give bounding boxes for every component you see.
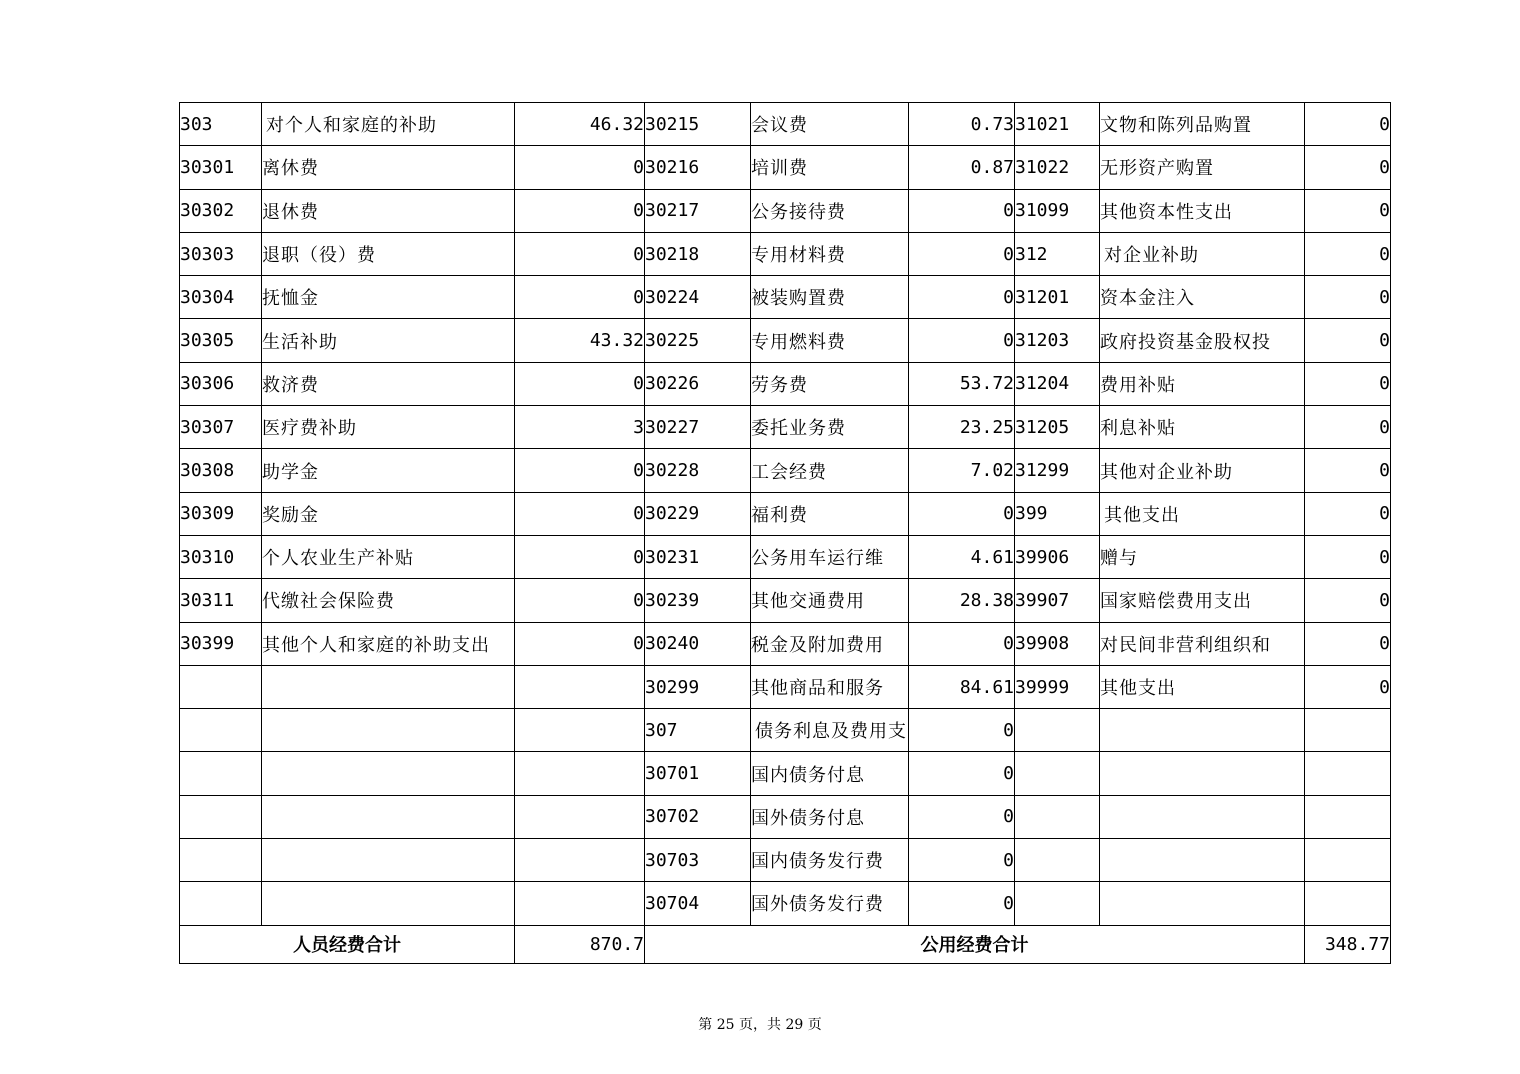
code-col1 [180,709,262,752]
code-col2: 30228 [645,449,751,492]
value-col3: 0 [1305,189,1391,232]
code-col1: 30308 [180,449,262,492]
name-col2: 国内债务发行费 [751,839,909,882]
code-col2: 30702 [645,795,751,838]
value-col3: 0 [1305,492,1391,535]
name-col2: 其他商品和服务 [751,665,909,708]
code-col2: 30240 [645,622,751,665]
value-col3: 0 [1305,362,1391,405]
table-row [180,665,1391,708]
value-col1 [515,839,645,882]
name-col2: 国外债务付息 [751,795,909,838]
name-col2: 委托业务费 [751,406,909,449]
code-col1: 30302 [180,189,262,232]
code-col3: 31022 [1015,146,1100,189]
table-row [180,752,1391,795]
value-col3 [1305,709,1391,752]
value-col1: 0 [515,535,645,578]
name-col2: 专用燃料费 [751,319,909,362]
name-col2: 福利费 [751,492,909,535]
name-col1: 生活补助 [262,319,515,362]
name-col3: 赠与 [1100,535,1305,578]
code-col1: 30301 [180,146,262,189]
code-col3: 31201 [1015,276,1100,319]
value-col3: 0 [1305,665,1391,708]
value-col2: 0 [909,839,1015,882]
name-col3: 利息补贴 [1100,406,1305,449]
table-row [180,839,1391,882]
name-col2: 被装购置费 [751,276,909,319]
table-row [180,535,1391,578]
value-col2: 53.72 [909,362,1015,405]
value-col1 [515,709,645,752]
value-col2: 0 [909,752,1015,795]
name-col1: 对个人和家庭的补助 [262,103,515,146]
name-col1: 退休费 [262,189,515,232]
value-col1 [515,665,645,708]
table-row [180,449,1391,492]
name-col1: 助学金 [262,449,515,492]
code-col2: 30704 [645,882,751,925]
value-col2: 0 [909,319,1015,362]
name-col3: 其他资本性支出 [1100,189,1305,232]
code-col2: 30229 [645,492,751,535]
code-col2: 30227 [645,406,751,449]
table-row [180,579,1391,622]
value-col2: 23.25 [909,406,1015,449]
code-col1: 30309 [180,492,262,535]
name-col2: 公务接待费 [751,189,909,232]
value-col2: 0 [909,795,1015,838]
table-row [180,882,1391,925]
name-col2: 税金及附加费用 [751,622,909,665]
code-col3: 39907 [1015,579,1100,622]
value-col2: 0 [909,276,1015,319]
code-col1: 30304 [180,276,262,319]
code-col1 [180,839,262,882]
name-col3: 对民间非营利组织和 [1100,622,1305,665]
value-col2: 0 [909,882,1015,925]
code-col1: 30305 [180,319,262,362]
code-col3 [1015,709,1100,752]
table-row [180,709,1391,752]
name-col3: 资本金注入 [1100,276,1305,319]
table-row [180,622,1391,665]
page-footer: 第 25 页，共 29 页 [698,1017,822,1033]
personnel-total-label: 人员经费合计 [180,925,515,963]
code-col1 [180,665,262,708]
code-col3: 39999 [1015,665,1100,708]
value-col3 [1305,882,1391,925]
name-col1 [262,839,515,882]
code-col1: 30303 [180,232,262,275]
table-row [180,406,1391,449]
code-col1: 30310 [180,535,262,578]
value-col2: 0.87 [909,146,1015,189]
code-col1 [180,752,262,795]
code-col2: 30224 [645,276,751,319]
name-col1: 救济费 [262,362,515,405]
code-col2: 30216 [645,146,751,189]
code-col3: 31204 [1015,362,1100,405]
name-col3: 对企业补助 [1100,232,1305,275]
code-col3: 31021 [1015,103,1100,146]
value-col2: 0.73 [909,103,1015,146]
value-col2: 0 [909,709,1015,752]
name-col2: 工会经费 [751,449,909,492]
code-col2: 30239 [645,579,751,622]
table-row [180,362,1391,405]
value-col2: 84.61 [909,665,1015,708]
totals-row [180,925,1391,963]
code-col3 [1015,882,1100,925]
code-col1: 30311 [180,579,262,622]
code-col2: 30701 [645,752,751,795]
name-col3: 其他对企业补助 [1100,449,1305,492]
code-col2: 30299 [645,665,751,708]
code-col3: 31203 [1015,319,1100,362]
value-col3: 0 [1305,232,1391,275]
name-col2: 会议费 [751,103,909,146]
code-col3 [1015,839,1100,882]
personnel-total-value: 870.7 [515,925,645,963]
value-col1: 0 [515,622,645,665]
value-col2: 28.38 [909,579,1015,622]
name-col2: 培训费 [751,146,909,189]
value-col1: 43.32 [515,319,645,362]
name-col3 [1100,795,1305,838]
public-total-value: 348.77 [1305,925,1391,963]
value-col1 [515,795,645,838]
name-col3 [1100,752,1305,795]
value-col1: 0 [515,449,645,492]
name-col2: 债务利息及费用支 [751,709,909,752]
name-col3: 无形资产购置 [1100,146,1305,189]
value-col1 [515,752,645,795]
budget-expenditure-table [179,102,1391,964]
code-col1: 303 [180,103,262,146]
name-col1: 抚恤金 [262,276,515,319]
name-col2: 其他交通费用 [751,579,909,622]
name-col1 [262,709,515,752]
value-col1: 0 [515,579,645,622]
code-col3: 39906 [1015,535,1100,578]
value-col2: 7.02 [909,449,1015,492]
name-col2: 国外债务发行费 [751,882,909,925]
value-col2: 0 [909,492,1015,535]
name-col2: 劳务费 [751,362,909,405]
code-col3 [1015,752,1100,795]
code-col2: 30703 [645,839,751,882]
code-col2: 30231 [645,535,751,578]
value-col3: 0 [1305,319,1391,362]
code-col3: 399 [1015,492,1100,535]
code-col2: 30225 [645,319,751,362]
value-col3: 0 [1305,449,1391,492]
name-col3 [1100,709,1305,752]
value-col1 [515,882,645,925]
name-col3: 国家赔偿费用支出 [1100,579,1305,622]
value-col3: 0 [1305,406,1391,449]
code-col2: 307 [645,709,751,752]
value-col2: 0 [909,232,1015,275]
name-col1 [262,795,515,838]
value-col1: 46.32 [515,103,645,146]
value-col3: 0 [1305,622,1391,665]
name-col2: 专用材料费 [751,232,909,275]
name-col1: 奖励金 [262,492,515,535]
value-col3: 0 [1305,535,1391,578]
value-col1: 0 [515,492,645,535]
name-col3 [1100,839,1305,882]
name-col1: 退职（役）费 [262,232,515,275]
table-row [180,146,1391,189]
value-col1: 0 [515,362,645,405]
code-col2: 30215 [645,103,751,146]
value-col3 [1305,839,1391,882]
name-col1: 其他个人和家庭的补助支出 [262,622,515,665]
value-col3 [1305,795,1391,838]
code-col1 [180,795,262,838]
value-col1: 0 [515,146,645,189]
table-row [180,319,1391,362]
table-row [180,492,1391,535]
code-col3: 31099 [1015,189,1100,232]
name-col2: 公务用车运行维 [751,535,909,578]
value-col3: 0 [1305,579,1391,622]
table-row [180,189,1391,232]
code-col1: 30306 [180,362,262,405]
value-col1: 0 [515,232,645,275]
value-col1: 0 [515,276,645,319]
value-col1: 0 [515,189,645,232]
code-col1: 30307 [180,406,262,449]
table-row [180,276,1391,319]
value-col2: 4.61 [909,535,1015,578]
code-col3: 31299 [1015,449,1100,492]
code-col3 [1015,795,1100,838]
name-col2: 国内债务付息 [751,752,909,795]
name-col3: 政府投资基金股权投 [1100,319,1305,362]
table-row [180,103,1391,146]
code-col2: 30218 [645,232,751,275]
code-col2: 30226 [645,362,751,405]
name-col1 [262,665,515,708]
value-col2: 0 [909,189,1015,232]
name-col1: 个人农业生产补贴 [262,535,515,578]
code-col3: 39908 [1015,622,1100,665]
value-col3: 0 [1305,276,1391,319]
value-col1: 3 [515,406,645,449]
table-row [180,795,1391,838]
name-col3 [1100,882,1305,925]
code-col3: 31205 [1015,406,1100,449]
code-col1: 30399 [180,622,262,665]
code-col1 [180,882,262,925]
public-total-label: 公用经费合计 [645,925,1305,963]
name-col1: 代缴社会保险费 [262,579,515,622]
value-col3: 0 [1305,103,1391,146]
name-col3: 费用补贴 [1100,362,1305,405]
code-col2: 30217 [645,189,751,232]
name-col3: 其他支出 [1100,665,1305,708]
name-col1 [262,752,515,795]
name-col1 [262,882,515,925]
name-col3: 其他支出 [1100,492,1305,535]
name-col1: 离休费 [262,146,515,189]
name-col3: 文物和陈列品购置 [1100,103,1305,146]
value-col3: 0 [1305,146,1391,189]
table-row [180,232,1391,275]
code-col3: 312 [1015,232,1100,275]
value-col2: 0 [909,622,1015,665]
name-col1: 医疗费补助 [262,406,515,449]
value-col3 [1305,752,1391,795]
